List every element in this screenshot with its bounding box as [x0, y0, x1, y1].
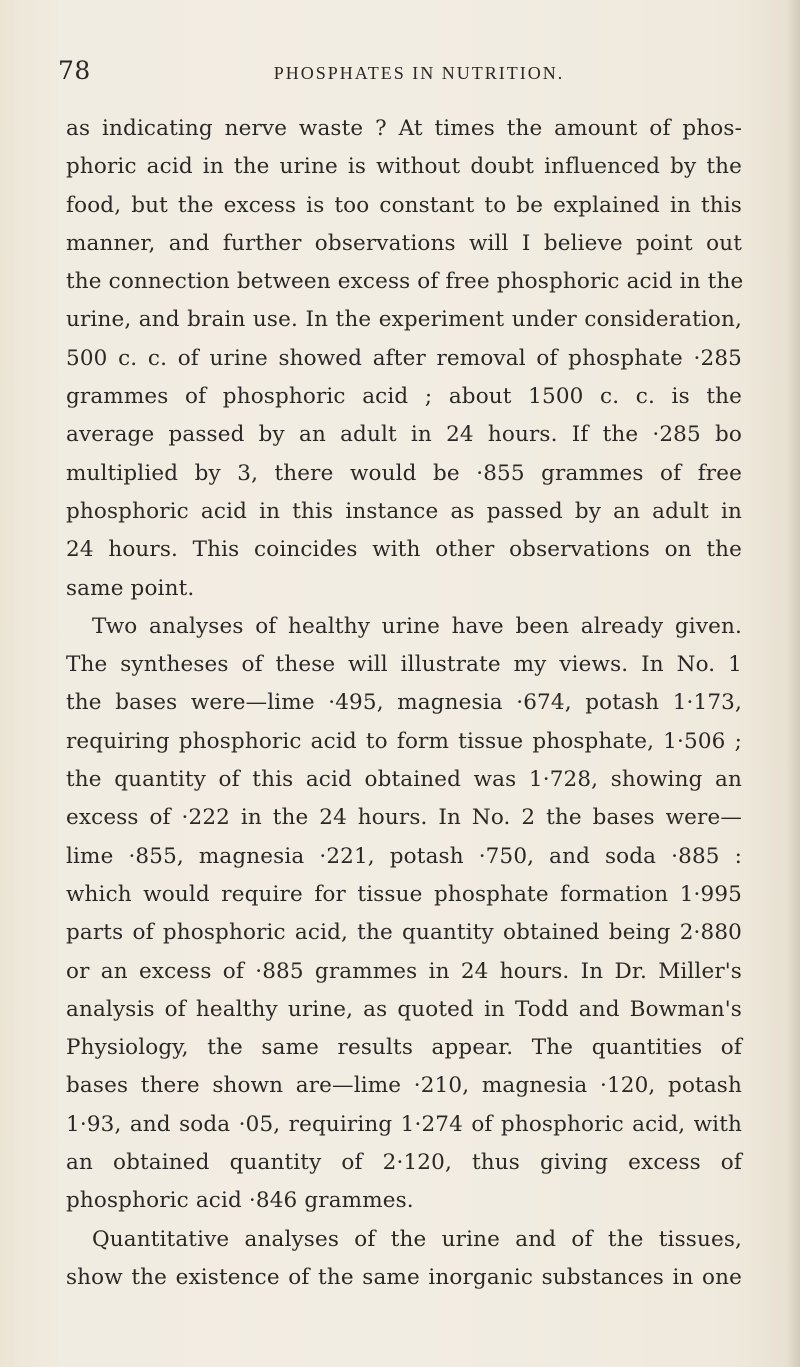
text-line: requiring phosphoric acid to form tissue phosphate, 1·506 ; [66, 728, 742, 754]
text-line: grammes of phosphoric acid ; about 1500 c. c. is the [66, 384, 742, 410]
text-line: or an excess of ·885 grammes in 24 hours. In Dr. Miller's [66, 958, 742, 984]
text-line: Physiology, the same results appear. The quantities of [66, 1035, 742, 1061]
text-line: parts of phosphoric acid, the quantity obtained being 2·880 [66, 920, 742, 946]
text-line: which would require for tissue phosphate formation 1·995 [66, 881, 742, 907]
text-line: Two analyses of healthy urine have been already given. [92, 613, 742, 639]
text-line: as indicating nerve waste ? At times the amount of phos- [66, 116, 742, 141]
text-line: food, but the excess is too constant to be explained in this [66, 192, 742, 218]
text-line: 500 c. c. of urine showed after removal of phosphate ·285 [66, 345, 742, 371]
text-line: bases there shown are—lime ·210, magnesia ·120, potash [66, 1073, 742, 1099]
body-text [66, 110, 742, 1297]
text-line: urine, and brain use. In the experiment under consideration, [66, 307, 742, 333]
text-line: the quantity of this acid obtained was 1·728, showing an [66, 767, 742, 793]
text-line: an obtained quantity of 2·120, thus giving excess of [66, 1150, 742, 1176]
text-line: analysis of healthy urine, as quoted in Todd and Bowman's [66, 996, 742, 1022]
text-line: multiplied by 3, there would be ·855 grammes of free [66, 460, 742, 486]
text-line: lime ·855, magnesia ·221, potash ·750, and soda ·885 : [66, 843, 742, 869]
text-line: manner, and further observations will I believe point out [66, 230, 742, 256]
text-line: average passed by an adult in 24 hours. If the ·285 bo [66, 422, 742, 448]
text-line: 24 hours. This coincides with other observations on the [66, 537, 742, 563]
text-line: phosphoric acid ·846 grammes. [66, 1188, 414, 1214]
text-line: same point. [66, 575, 195, 601]
running-title: PHOSPHATES IN NUTRITION. [273, 63, 565, 83]
text-line: excess of ·222 in the 24 hours. In No. 2 the bases were— [66, 805, 742, 831]
text-line: Quantitative analyses of the urine and of the tissues, [92, 1226, 742, 1252]
text-line: 1·93, and soda ·05, requiring 1·274 of phosphoric acid, with [66, 1111, 742, 1137]
text-line: phoric acid in the urine is without doubt influenced by the [66, 154, 742, 180]
page-edge-shadow [786, 0, 800, 1367]
page-number: 78 [58, 56, 91, 85]
text-line: phosphoric acid in this instance as passed by an adult in [66, 498, 742, 524]
running-head [58, 56, 740, 92]
text-line: the connection between excess of free phosphoric acid in the [66, 269, 744, 295]
text-line: The syntheses of these will illustrate my views. In No. 1 [66, 652, 742, 678]
text-line: the bases were—lime ·495, magnesia ·674, potash 1·173, [66, 690, 742, 716]
text-line: show the existence of the same inorganic substances in one [66, 1264, 742, 1290]
